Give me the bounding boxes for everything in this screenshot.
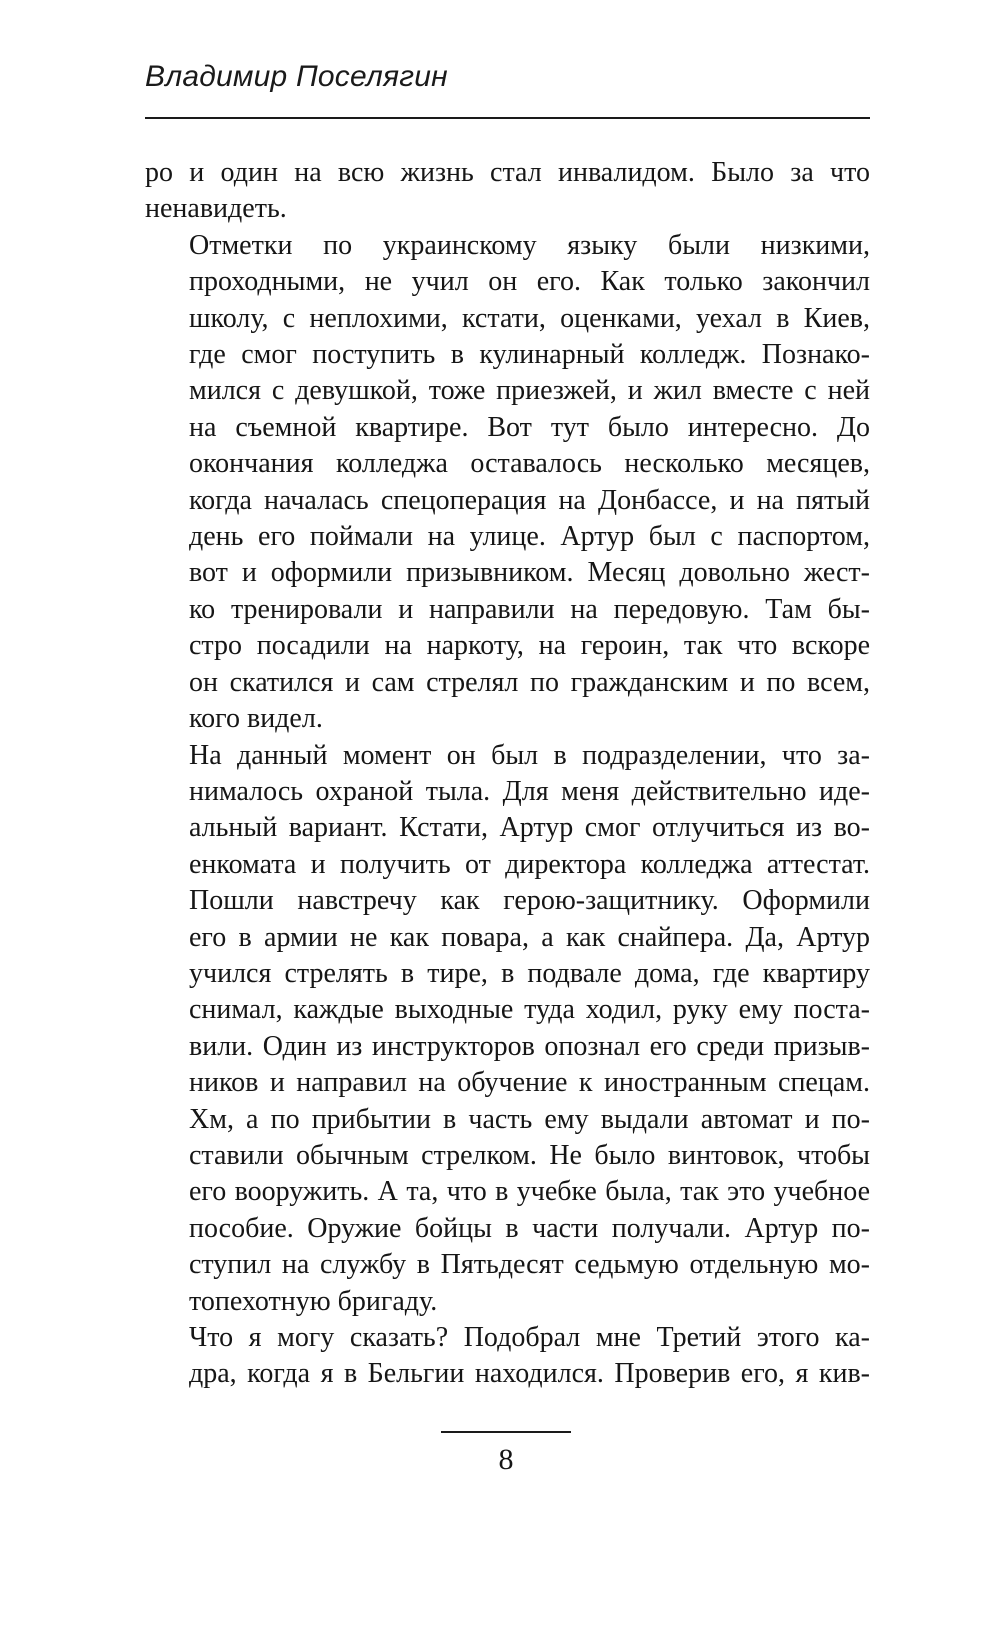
running-head-author: Владимир Поселягин (145, 60, 448, 93)
text-line: Что я могу сказать? Подобрал мне Третий этого ка- (189, 1322, 870, 1353)
text-line: вот и оформили призывником. Месяц довольно жест- (189, 557, 870, 589)
paragraph-2 (145, 228, 870, 738)
text-line: пособие. Оружие бойцы в части получали. Артур по- (189, 1212, 870, 1244)
text-line: стро посадили на наркоту, на героин, так что вскоре (189, 630, 870, 662)
text-line: Пошли навстречу как герою-защитнику. Оформили (189, 885, 870, 917)
text-line: день его поймали на улице. Артур был с паспортом, (189, 521, 870, 553)
text-line: когда началась спецоперация на Донбассе, и на пятый (189, 484, 870, 516)
footer-rule (441, 1431, 571, 1433)
text-line: учился стрелять в тире, в подвале дома, где квартиру (189, 957, 870, 989)
text-line: мился с девушкой, тоже приезжей, и жил вместе с ней (189, 375, 870, 407)
text-line: проходными, не учил он его. Как только закончил (189, 266, 870, 298)
text-line: нималось охраной тыла. Для меня действительно иде- (189, 775, 870, 807)
text-line: кого видел. (189, 703, 323, 735)
text-line: Хм, а по прибытии в часть ему выдали автомат и по- (189, 1103, 870, 1135)
text-line: ступил на службу в Пятьдесят седьмую отдельную мо- (189, 1249, 870, 1281)
text-line: его вооружить. А та, что в учебке была, так это учебное (189, 1176, 870, 1208)
paragraph-4 (145, 1320, 870, 1393)
text-line: на съемной квартире. Вот тут было интересно. До (189, 411, 870, 443)
text-line: где смог поступить в кулинарный колледж. Познако- (189, 339, 870, 371)
text-line: дра, когда я в Бельгии находился. Проверив его, я кив- (189, 1358, 870, 1390)
text-line: ко тренировали и направили на передовую. Там бы- (189, 593, 870, 625)
text-line: На данный момент он был в подразделении, что за- (189, 739, 870, 771)
body-text (145, 155, 870, 1393)
paragraph-3 (145, 738, 870, 1321)
text-line: альный вариант. Кстати, Артур смог отлучиться из во- (189, 812, 870, 844)
header-rule (145, 117, 870, 119)
text-line: школу, с неплохими, кстати, оценками, уехал в Киев, (189, 302, 870, 334)
text-line: его в армии не как повара, а как снайпера. Да, Артур (189, 921, 870, 953)
text-line: ро и один на всю жизнь стал инвалидом. Было за что (145, 157, 870, 188)
text-line: ставили обычным стрелком. Не было винтовок, чтобы (189, 1139, 870, 1171)
paragraph-1 (145, 155, 870, 228)
text-line: Отметки по украинскому языку были низкими, (189, 229, 870, 261)
text-line: снимал, каждые выходные туда ходил, руку ему поста- (189, 994, 870, 1026)
text-line: окончания колледжа оставалось несколько месяцев, (189, 448, 870, 480)
text-line: топехотную бригаду. (189, 1285, 438, 1317)
text-line: он скатился и сам стрелял по гражданским и по всем, (189, 666, 870, 698)
text-line: енкомата и получить от директора колледжа аттестат. (189, 848, 870, 880)
text-line: ников и направил на обучение к иностранным спецам. (189, 1067, 870, 1099)
text-line: вили. Один из инструкторов опознал его среди призыв- (189, 1030, 870, 1062)
page-number: 8 (498, 1443, 514, 1476)
text-line: ненавидеть. (145, 193, 287, 225)
